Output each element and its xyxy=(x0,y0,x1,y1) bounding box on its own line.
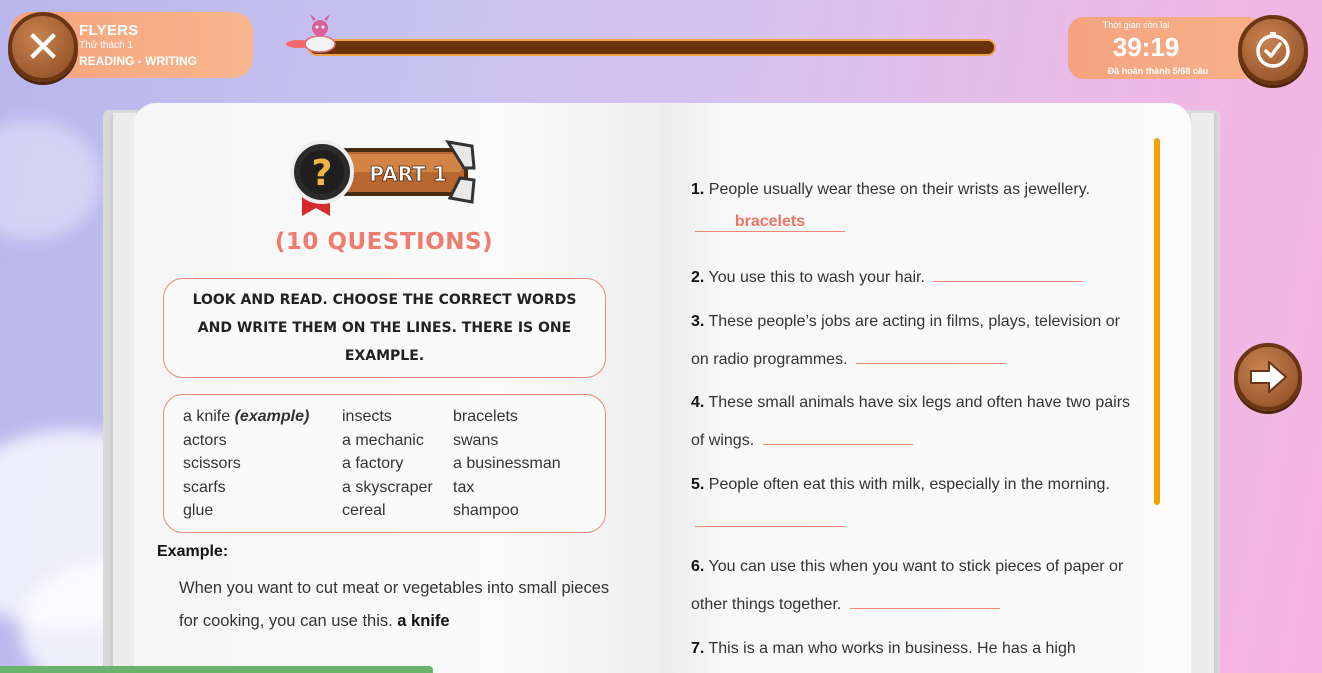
question-number: 5. xyxy=(691,476,705,493)
word-item: scissors xyxy=(183,455,241,472)
question-text: These people’s jobs are acting in films, plays, television or on radio programmes. xyxy=(691,313,1120,368)
answer-field[interactable] xyxy=(763,419,913,445)
questions-count: (10 QUESTIONS) xyxy=(274,229,494,255)
word-item: a knife (example) xyxy=(183,408,310,425)
background-cloud xyxy=(0,120,100,240)
question-text: This is a man who works in business. He has a high xyxy=(708,640,1076,657)
question-number: 4. xyxy=(691,394,705,411)
timer-label: Thời gian còn lại xyxy=(1102,20,1170,30)
bottom-progress-strip xyxy=(0,666,433,673)
example-text xyxy=(179,572,619,638)
question-item xyxy=(691,469,1131,539)
question-text: You use this to wash your hair. xyxy=(708,269,925,286)
question-number: 6. xyxy=(691,558,705,575)
question-number: 3. xyxy=(691,313,705,330)
scrollbar[interactable] xyxy=(1154,138,1160,505)
timer-value: 39:19 xyxy=(1112,32,1180,62)
next-button[interactable] xyxy=(1234,343,1302,411)
question-number: 2. xyxy=(691,269,705,286)
level-title: FLYERS xyxy=(79,22,139,39)
word-item: a factory xyxy=(342,455,404,472)
instruction-box xyxy=(163,278,606,378)
question-item xyxy=(691,306,1131,376)
challenge-label: Thử thách 1 xyxy=(79,40,133,51)
question-text: These small animals have six legs and often have two pairs of wings. xyxy=(691,394,1131,449)
question-number: 1. xyxy=(691,181,705,198)
example-sentence: When you want to cut meat or vegetables into small pieces for cooking, you can use this. xyxy=(179,579,610,630)
completed-count xyxy=(1088,66,1228,76)
question-text: People usually wear these on their wrists as jewellery. xyxy=(708,181,1091,198)
word-item: swans xyxy=(453,431,499,449)
example-answer: a knife xyxy=(397,612,450,630)
word-item: glue xyxy=(183,502,214,519)
question-text: You can use this when you want to stick pieces of paper or other things together. xyxy=(691,558,1124,613)
progress-bar xyxy=(308,39,996,56)
level-info xyxy=(79,22,197,68)
example-label: Example: xyxy=(157,543,229,560)
instruction-text: LOOK AND READ. CHOOSE THE CORRECT WORDS AND WRITE THEM ON THE LINES. THERE IS ONE EXAMPLE. xyxy=(192,292,577,364)
arrow-right-icon xyxy=(1247,359,1289,395)
word-item: tax xyxy=(453,478,475,496)
question-number: 7. xyxy=(691,640,705,657)
word-item: scarfs xyxy=(183,478,226,496)
word-bank xyxy=(163,394,606,533)
word-item: a mechanic xyxy=(342,431,424,449)
question-item xyxy=(691,174,1131,238)
question-text: People often eat this with milk, especially in the morning. xyxy=(708,476,1110,493)
question-item xyxy=(691,387,1131,457)
answer-field[interactable]: bracelets xyxy=(695,206,845,232)
question-item xyxy=(691,551,1131,621)
word-item: cereal xyxy=(342,502,386,519)
question-item xyxy=(691,633,1131,665)
progress-fill xyxy=(310,41,994,54)
part-sign xyxy=(288,138,480,224)
word-item: insects xyxy=(342,408,392,425)
skill-label: READING - WRITING xyxy=(79,54,197,68)
close-icon: ✕ xyxy=(24,21,62,73)
word-column-2 xyxy=(342,405,433,523)
word-column-3 xyxy=(453,405,561,523)
word-column-1 xyxy=(183,405,309,523)
answer-field[interactable] xyxy=(695,501,845,527)
answer-field[interactable] xyxy=(933,256,1083,282)
clock-icon xyxy=(1253,30,1293,70)
word-item: actors xyxy=(183,431,227,449)
exit-button[interactable] xyxy=(8,12,78,82)
part-label: PART 1 xyxy=(369,162,447,186)
answer-field[interactable] xyxy=(856,338,1006,364)
word-item: a businessman xyxy=(453,455,561,472)
word-item: a skyscraper xyxy=(342,478,433,496)
book-edge-right xyxy=(1191,113,1217,673)
rocket-mascot-icon xyxy=(284,12,344,62)
word-item: bracelets xyxy=(453,408,518,425)
question-mark-icon: ? xyxy=(311,153,333,194)
answer-field[interactable] xyxy=(850,583,1000,609)
completed-value: 5/68 xyxy=(1172,66,1191,76)
book-edge-left xyxy=(110,113,136,673)
word-item: shampoo xyxy=(453,502,519,519)
completed-prefix: Đã hoàn thành xyxy=(1107,66,1171,76)
question-item xyxy=(691,256,1131,294)
clock-button[interactable] xyxy=(1238,15,1308,85)
completed-suffix: câu xyxy=(1192,66,1209,76)
timer-panel xyxy=(1068,17,1264,79)
